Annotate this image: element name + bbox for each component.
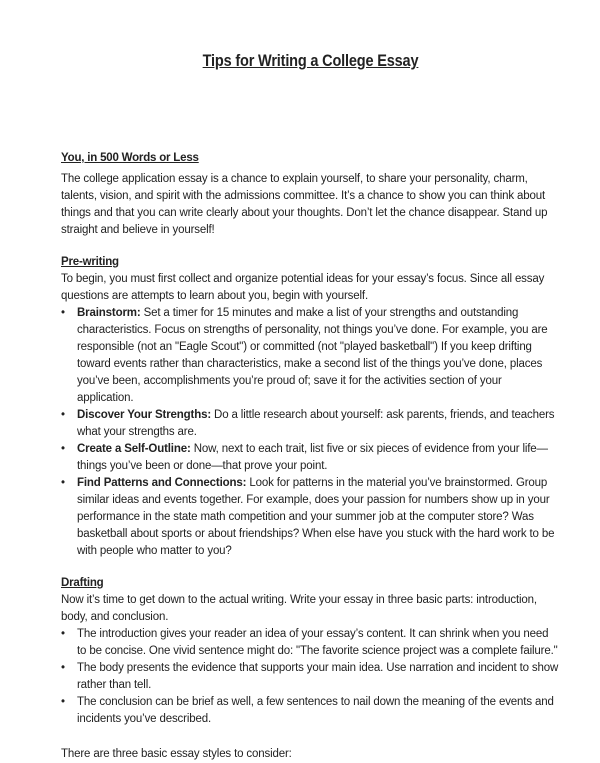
list-item-text: Do a little research about yourself: ask parents, friends, and teachers what your strengths are. xyxy=(77,409,555,438)
bullet-icon: • xyxy=(61,443,65,455)
drafting-list xyxy=(61,626,560,728)
section-intro-prewriting: To begin, you must first collect and organize potential ideas for your essay’s focus. Since all essay questions are attempts to learn about you, begin with yourself. xyxy=(61,273,545,302)
list-item-term: Discover Your Strengths: xyxy=(77,409,212,421)
section-body-intro: The college application essay is a chance to explain yourself, to share your personality, charm, talents, vision, and spirit with the admissions committee. It’s a chance to show you can think about things and that you can write clearly about your thoughts. Don’t let the chance disappear. Stand up straight and believe in yourself! xyxy=(61,173,548,236)
list-item xyxy=(61,694,560,728)
list-item-text: Look for patterns in the material you’ve brainstormed. Group similar ideas and events together. For example, does your passion for numbers show up in your performance in the state math competition and your summer job at the computer store? Was basketball about sports or about friendships? When else have you stuck with the hard work to be with people who matter to you? xyxy=(77,477,555,557)
prewriting-list xyxy=(61,305,560,560)
list-item-text: The body presents the evidence that supports your main idea. Use narration and incident to show rather than tell. xyxy=(77,662,559,691)
section-heading-prewriting: Pre-writing xyxy=(61,256,119,268)
section-heading-drafting: Drafting xyxy=(61,577,104,589)
bullet-icon: • xyxy=(61,662,65,674)
bullet-icon: • xyxy=(61,696,65,708)
list-item xyxy=(61,660,560,694)
list-item-text: The conclusion can be brief as well, a few sentences to nail down the meaning of the events and incidents you’ve described. xyxy=(77,696,554,725)
closing-line: There are three basic essay styles to consider: xyxy=(61,748,292,760)
list-item xyxy=(61,441,560,475)
list-item xyxy=(61,407,560,441)
bullet-icon: • xyxy=(61,409,65,421)
document-title: Tips for Writing a College Essay xyxy=(202,52,419,70)
bullet-icon: • xyxy=(61,628,65,640)
section-heading-intro: You, in 500 Words or Less xyxy=(61,152,199,164)
list-item-term: Brainstorm: xyxy=(77,307,141,319)
list-item-text: The introduction gives your reader an idea of your essay’s content. It can shrink when you need to be concise. One vivid sentence might do: "The favorite science project was a complete failure." xyxy=(77,628,558,657)
list-item xyxy=(61,475,560,560)
bullet-icon: • xyxy=(61,307,65,319)
list-item xyxy=(61,626,560,660)
list-item-text: Now, next to each trait, list five or six pieces of evidence from your life—things you’ve been or done—that prove your point. xyxy=(77,443,548,472)
list-item xyxy=(61,305,560,407)
list-item-term: Find Patterns and Connections: xyxy=(77,477,247,489)
bullet-icon: • xyxy=(61,477,65,489)
list-item-term: Create a Self-Outline: xyxy=(77,443,191,455)
section-intro-drafting: Now it’s time to get down to the actual writing. Write your essay in three basic parts: introduction, body, and conclusion. xyxy=(61,594,537,623)
list-item-text: Set a timer for 15 minutes and make a list of your strengths and outstanding characteristics. Focus on strengths of personality, not things you’ve done. For example, you are responsible (not an "Eagle Scout") or committed (not "played basketball") If you keep drifting toward events rather than characteristics, make a second list of the things you’ve done, places you’ve been, accomplishments you’re proud of; save it for the activities section of your application. xyxy=(77,307,548,404)
